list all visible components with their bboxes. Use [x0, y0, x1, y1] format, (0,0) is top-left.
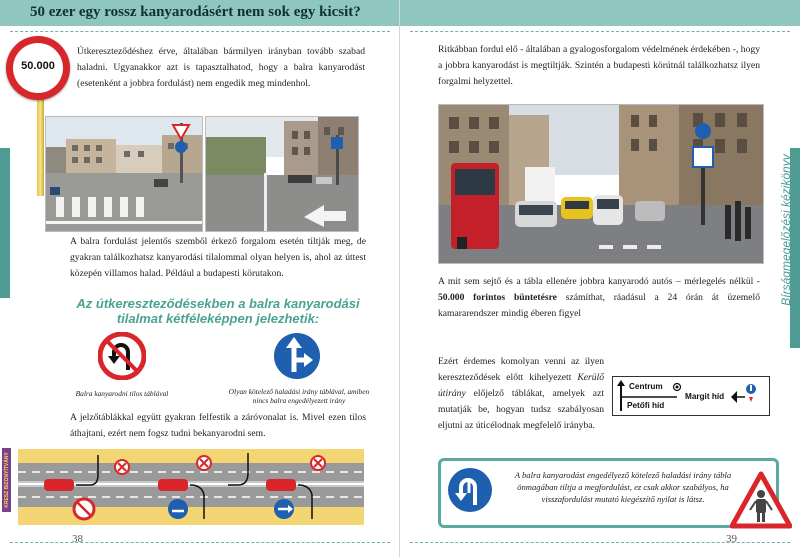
detour-text-before: Ezért érdemes komolyan venni az ilyen kereszteződések előtt kihelyezett: [438, 356, 604, 383]
top-divider-right: [410, 31, 790, 32]
closed-line-paragraph: A jelzőtáblákkal együtt gyakran felfestik a záróvonalat is. Mivel ezen tilos áthajtani, ezért nem fogsz tudni bekanyarodni sem.: [70, 412, 366, 439]
detour-text-after: előjelző táblákat, amelyek azt mutatják be, hogyan tudsz szabályosan eljutni az úticélodnak megfelelő irányba.: [438, 388, 604, 431]
right-intro-paragraph: Ritkábban fordul elő - általában a gyalogosforgalom védelmének érdekében -, hogy a jobbra kanyarodást is megtiltják. Szintén a budapesti körútnál találkozhatsz ilyen forgalmi helyzettel.: [438, 44, 760, 87]
fine-text-before: A mit sem sejtő és a tábla ellenére jobbra kanyarodó autós – mérlegelés nélkül -: [438, 276, 760, 287]
info-box: [438, 458, 779, 528]
top-divider: [10, 31, 390, 32]
warning-person-icon: [730, 470, 792, 530]
info-box-text: A balra kanyarodást engedélyező kötelező haladási irány tábla önmagában tiltja a megfordulást, ez csak akkor szabályos, ha visszafordulást mutató kiegészítő nyilat is látsz.: [514, 470, 732, 504]
intersection-photo: [45, 116, 203, 232]
right-page: [400, 0, 800, 557]
subheading: Az útkereszteződésekben a balra kanyarodási tilalmat kétféleképpen jelezhetik:: [76, 296, 360, 326]
left-or-uturn-sign-icon: [447, 467, 493, 513]
mandatory-direction-caption: Olyan kötelező haladási irány táblával, amiben nincs balra engedélyezett irány: [228, 387, 370, 405]
detour-italic: Kerülő útirány: [438, 372, 604, 399]
page-number-left: 38: [72, 533, 83, 545]
detour-route-sign: [612, 376, 770, 416]
vertical-book-title-text: Bírságmegelőzési kézikönyv: [779, 154, 793, 306]
page-number-right: 39: [726, 533, 737, 545]
side-tab-label: KRESZ BIZONYÍTVÁNY: [3, 452, 10, 508]
chapter-title: 50 ezer egy rossz kanyarodásért nem sok egy kicsit?: [30, 4, 361, 20]
vertical-book-title: [776, 150, 796, 310]
route-sign-bottom-destination: Petőfi híd: [627, 401, 665, 410]
fine-paragraph: [438, 274, 760, 322]
intro-paragraph: Útkereszteződéshez érve, általában bármilyen irányban tovább szabad haladni. Ugyanakkor azt is tapasztalhatod, hogy a balra kanyarodást (esetenként a jobbra fordulást) nem engedik meg mindenhol.: [77, 46, 365, 89]
street-arrow-photo: [205, 116, 359, 232]
road-diagram: [18, 449, 364, 525]
bottom-divider: [10, 542, 390, 543]
route-sign-right-destination: Margit híd: [685, 392, 725, 401]
street-photo: [438, 104, 764, 264]
chapter-header-bar: [0, 0, 400, 26]
detour-paragraph: [438, 354, 604, 434]
no-left-turn-sign-icon: [98, 332, 146, 380]
mandatory-direction-sign-icon: [273, 332, 321, 380]
side-tab: [2, 448, 11, 512]
fine-amount: 50.000 forintos büntetésre: [438, 292, 557, 303]
no-left-turn-caption: Balra kanyarodni tilos táblával: [75, 389, 169, 398]
route-sign-top-destination: Centrum: [629, 382, 663, 391]
left-turn-paragraph: A balra fordulást jelentős szemből érkező forgalom esetén tiltják meg, de gyakran találkozhatsz kanyarodási tilalommal olyan helyen is, ahol az úttest közepén villamos halad. Például a budapesti körutakon.: [70, 236, 366, 279]
right-header-bar: [400, 0, 800, 26]
fine-text-after: számíthat, ráadásul a 24 órán át üzemelő kamararendszer mindig éberen figyel: [438, 292, 760, 319]
fine-sign-value: 50.000: [21, 60, 55, 72]
